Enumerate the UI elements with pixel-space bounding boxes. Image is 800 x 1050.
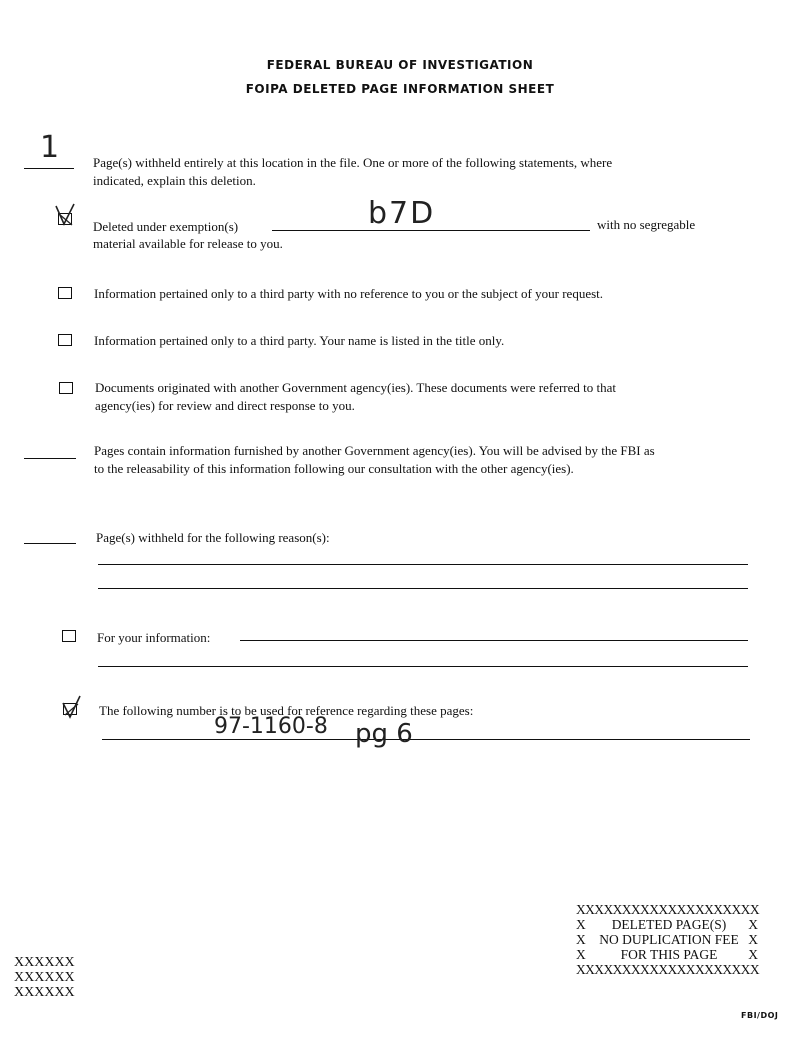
stamp-border-top: XXXXXXXXXXXXXXXXXXXX [576,902,759,917]
left-x-marks: XXXXXX XXXXXX XXXXXX [14,955,75,1000]
agency-title: FEDERAL BUREAU OF INVESTIGATION [266,58,534,72]
exemption-label: Deleted under exemption(s) [93,219,239,234]
reference-number-handwritten: 97-1160-8 [214,714,328,739]
footer-code: FBI/DOJ [741,1011,779,1020]
other-agency-statement: Documents originated with another Government agency(ies). These documents were referred to that agency(ies) for review and direct response to you. [95,380,617,413]
withheld-reason-count-blank[interactable] [24,543,76,544]
stamp-line-1: DELETED PAGE(S) [611,917,727,932]
withheld-reason-label: Page(s) withheld for the following reason(s): [96,530,330,545]
third-party-title-statement: Information pertained only to a third party. Your name is listed in the title only. [94,333,505,348]
withheld-count-blank[interactable] [24,168,74,169]
exemption-handwritten: b7D [368,196,436,231]
deleted-page-stamp: XXXXXXXXXXXXXXXXXXXX X DELETED PAGE(S) X X NO DUPLICATION FEE X X FOR THIS PAGE X XXXXXXXXXXXXXXXXXXXX [576,902,762,977]
furnished-statement: Pages contain information furnished by another Government agency(ies). You will be advised by the FBI as to the releasability of this information following our consultation with the other agency(ies). [94,443,655,476]
fyi-line-2[interactable] [98,666,748,667]
reference-page-handwritten: pg 6 [355,719,413,749]
third-party-title-checkbox[interactable] [58,334,72,346]
withheld-statement: Page(s) withheld entirely at this location in the file. One or more of the following statements, where indicated, explain this deletion. [93,155,613,188]
exemption-line2: material available for release to you. [93,236,283,251]
fyi-checkbox[interactable] [62,630,76,642]
stamp-border-bottom: XXXXXXXXXXXXXXXXXXXX [576,962,759,977]
check-mark-icon [52,200,78,230]
stamp-line-2: NO DUPLICATION FEE [599,932,739,947]
fyi-line-1[interactable] [240,640,748,641]
check-mark-icon [58,693,84,721]
third-party-checkbox[interactable] [58,287,72,299]
reason-line-2[interactable] [98,588,748,589]
furnished-count-blank[interactable] [24,458,76,459]
reason-line-1[interactable] [98,564,748,565]
other-agency-checkbox[interactable] [59,382,73,394]
sheet-title: FOIPA DELETED PAGE INFORMATION SHEET [245,82,555,96]
exemption-suffix: with no segregable [597,217,696,232]
withheld-count-handwritten: 1 [40,130,60,165]
reference-label: The following number is to be used for reference regarding these pages: [99,703,474,718]
stamp-line-3: FOR THIS PAGE [620,947,718,962]
reference-field[interactable] [102,739,750,740]
third-party-statement: Information pertained only to a third party with no reference to you or the subject of your request. [94,286,604,301]
fyi-label: For your information: [97,630,211,645]
